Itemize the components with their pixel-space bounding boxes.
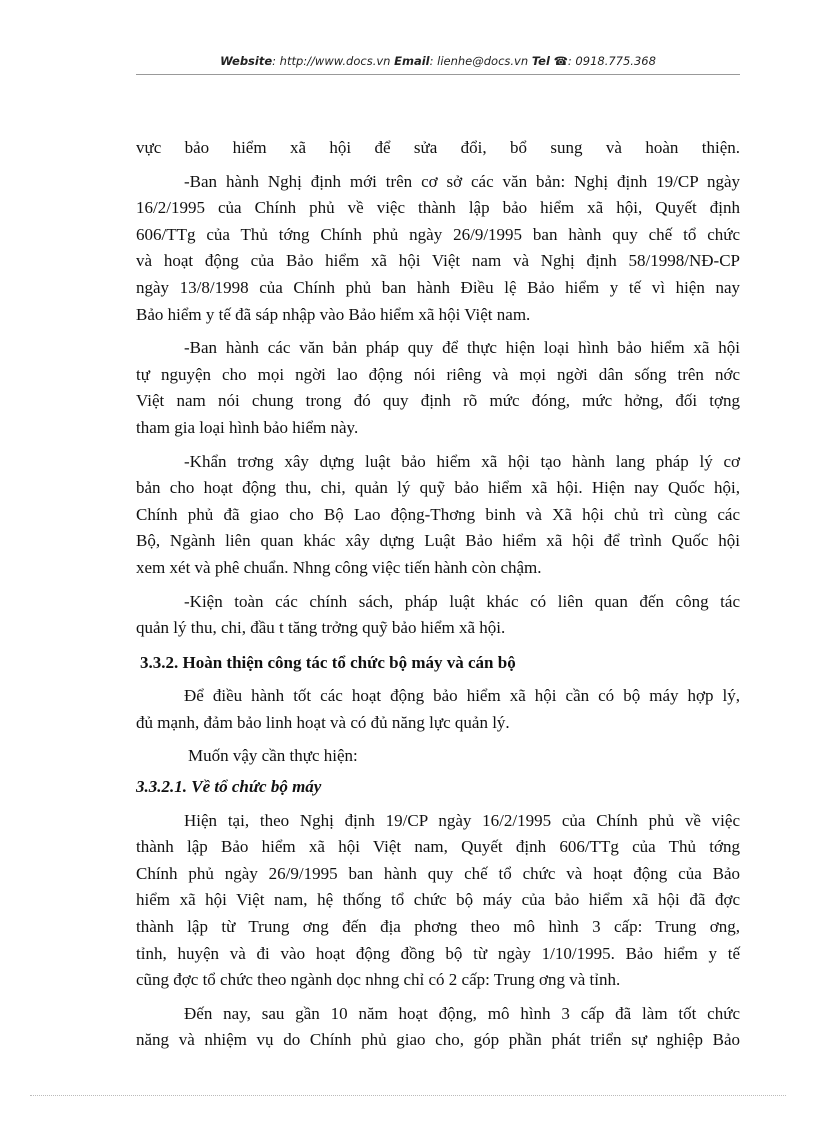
- text-line: vực bảo hiểm xã hội để sửa đổi, bổ sung và hoàn thiện.: [136, 138, 740, 157]
- text-line: 606/TTg của Thủ tớng Chính phủ ngày 26/9/1995 ban hành quy chế tổ chức: [136, 224, 740, 244]
- text-line: Bộ, Ngành liên quan khác xây dựng Luật Bảo hiểm xã hội để trình Quốc hội: [136, 531, 740, 551]
- text-line: ngày 13/8/1998 của Chính phủ ban hành Điều lệ Bảo hiểm y tế vì hiện nay: [136, 277, 740, 297]
- text-line: tỉnh, huyện và đi vào hoạt động đồng bộ từ ngày 1/10/1995. Bảo hiểm y tế: [136, 943, 740, 963]
- website-label: Website: [220, 54, 273, 68]
- text-line: Chính phủ đã giao cho Bộ Lao động-Thơng binh và Xã hội chủ trì cùng các: [136, 504, 740, 524]
- text-line: tham gia loại hình bảo hiểm này.: [136, 417, 359, 437]
- text-line: năng và nhiệm vụ do Chính phủ giao cho, góp phần phát triển sự nghiệp Bảo: [136, 1030, 740, 1050]
- text-line: Hiện tại, theo Nghị định 19/CP ngày 16/2/1995 của Chính phủ về việc: [184, 810, 740, 830]
- text-line: đủ mạnh, đảm bảo linh hoạt và có đủ năng lực quản lý.: [136, 712, 510, 732]
- text-line: quản lý thu, chi, đầu t tăng trởng quỹ bảo hiểm xã hội.: [136, 618, 506, 638]
- text-line: -Kiện toàn các chính sách, pháp luật khác có liên quan đến công tác: [184, 591, 740, 611]
- text-line: thành lập từ Trung ơng đến địa phơng theo mô hình 3 cấp: Trung ơng,: [136, 917, 740, 937]
- text-line: -Khẩn trơng xây dựng luật bảo hiểm xã hội tạo hành lang pháp lý cơ: [184, 451, 740, 471]
- text-line: và hoạt động của Bảo hiểm xã hội Việt nam và Nghị định 58/1998/NĐ-CP: [136, 251, 740, 271]
- page-header: [136, 54, 740, 68]
- text-line: cũng đợc tổ chức theo ngành dọc nhng chỉ có 2 cấp: Trung ơng và tỉnh.: [136, 970, 621, 990]
- text-line: Việt nam nói chung trong đó quy định rõ mức đóng, mức hởng, đối tợng: [136, 391, 740, 411]
- text-line: Để điều hành tốt các hoạt động bảo hiểm xã hội cần có bộ máy hợp lý,: [184, 686, 740, 706]
- text-line: 16/2/1995 của Chính phủ về việc thành lập bảo hiểm xã hội, Quyết định: [136, 198, 740, 218]
- email-label: Email: [394, 54, 430, 68]
- text-line: hiểm xã hội Việt nam, hệ thống tổ chức bộ máy của bảo hiểm xã hội đã đợc: [136, 890, 740, 910]
- text-line: -Ban hành Nghị định mới trên cơ sở các văn bản: Nghị định 19/CP ngày: [184, 171, 740, 191]
- text-line: Muốn vậy cần thực hiện:: [188, 746, 358, 766]
- section-heading: 3.3.2. Hoàn thiện công tác tổ chức bộ máy và cán bộ: [140, 652, 516, 672]
- header-divider: [136, 74, 740, 75]
- text-line: xem xét và phê chuẩn. Nhng công việc tiến hành còn chậm.: [136, 557, 542, 577]
- footer-divider: [30, 1095, 786, 1096]
- email-value: : lienhe@docs.vn: [429, 54, 529, 68]
- tel-label: Tel: [531, 54, 550, 68]
- text-line: -Ban hành các văn bản pháp quy để thực hiện loại hình bảo hiểm xã hội: [184, 338, 740, 358]
- text-line: Bảo hiểm y tế đã sáp nhập vào Bảo hiểm xã hội Việt nam.: [136, 304, 531, 324]
- text-line: thành lập Bảo hiểm xã hội Việt nam, Quyết định 606/TTg của Thủ tớng: [136, 837, 740, 857]
- tel-value: : 0918.775.368: [567, 54, 656, 68]
- text-line: Đến nay, sau gần 10 năm hoạt động, mô hình 3 cấp đã làm tốt chức: [184, 1003, 740, 1023]
- text-line: bản cho hoạt động thu, chi, quản lý quỹ bảo hiểm xã hội. Hiện nay Quốc hội,: [136, 478, 740, 498]
- subsection-heading: 3.3.2.1. Về tổ chức bộ máy: [136, 777, 322, 797]
- phone-icon: ☎: [553, 54, 568, 68]
- text-line: tự nguyện cho mọi ngời lao động nói riêng và mọi ngời dân sống trên nớc: [136, 364, 740, 384]
- website-value: : http://www.docs.vn: [272, 54, 391, 68]
- text-line: Chính phủ ngày 26/9/1995 ban hành quy chế tổ chức và hoạt động của Bảo: [136, 863, 740, 883]
- document-body: [136, 135, 740, 1054]
